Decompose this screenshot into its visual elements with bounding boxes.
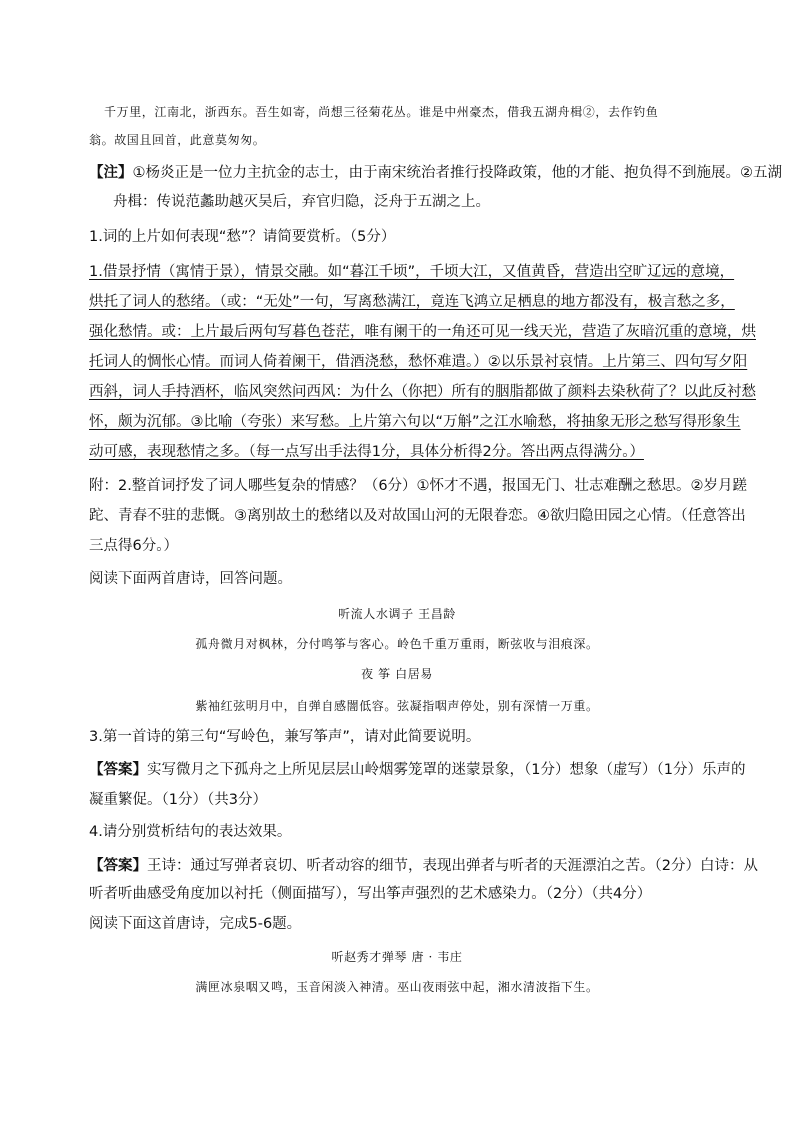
answer-text: 实写微月之下孤舟之上所见层层山岭烟雾笼罩的迷蒙景象，（1分）想象（虚写）（1分）乐声的 xyxy=(147,762,746,778)
poem-text: 紫袖红弦明月中，自弹自感闇低容。弦凝指咽声停处，别有深情一万重。 xyxy=(195,699,599,713)
answer-line: 西斜，词人手持酒杯，临风突然问西风：为什么（你把）所有的胭脂都做了颜料去染秋荷了？以此反衬愁 xyxy=(89,384,756,400)
note-label: 【注】 xyxy=(89,165,133,181)
note-line xyxy=(89,163,782,183)
answer-text: 王诗：通过写弹者哀切、听者动容的细节，表现出弹者与听者的天涯漂泊之苦。（2分）白诗：从 xyxy=(147,858,758,874)
note-text: ①杨炎正是一位力主抗金的志士，由于南宋统治者推行投降政策，他的才能、抱负得不到施展。②五湖 xyxy=(132,165,782,181)
answer-line: 强化愁情。或：上片最后两句写暮色苍茫，唯有阑干的一角还可见一线天光，营造了灰暗沉重的意境，烘 xyxy=(89,324,756,340)
poem-line: 翁。故国且回首，此意莫匆匆。 xyxy=(89,133,266,147)
answer-line: 烘托了词人的愁绪。（或：“无处”一句，写离愁满江，竟连飞鸿立足栖息的地方都没有，极言愁之多， xyxy=(89,294,735,310)
question-2-line: 跎、青春不驻的悲慨。③离别故土的愁绪以及对故国山河的无限眷恋。④欲归隐田园之心情。（任意答出 xyxy=(89,508,746,524)
question-2-line: 三点得6分。） xyxy=(89,538,178,554)
question-4: 4.请分别赏析结句的表达效果。 xyxy=(89,824,292,840)
poem-title: 夜 筝 白居易 xyxy=(361,667,433,681)
answer-line: 听者听曲感受角度加以衬托（侧面描写），写出筝声强烈的艺术感染力。（2分）（共4分） xyxy=(89,886,652,902)
answer-line: 托词人的惆怅心情。而词人倚着阑干，借酒浇愁，愁怀难遣。）②以乐景衬哀情。上片第三、四句写夕阳 xyxy=(89,354,748,370)
question-3: 3.第一首诗的第三句“写岭色，兼写筝声”，请对此简要说明。 xyxy=(89,729,481,745)
note-line: 舟楫：传说范蠡助越灭吴后，弃官归隐，泛舟于五湖之上。 xyxy=(113,194,490,210)
answer-label: 【答案】 xyxy=(89,762,147,778)
poem-line: 千万里，江南北，浙西东。吾生如寄，尚想三径菊花丛。谁是中州豪杰，借我五湖舟楫②，去作钓鱼 xyxy=(104,105,659,119)
answer-line xyxy=(89,856,758,876)
answer-label: 【答案】 xyxy=(89,858,147,874)
answer-line: 怀，颇为沉郁。③比喻（夸张）来写愁。上片第六句以“万斛”之江水喻愁，将抽象无形之愁写得形象生 xyxy=(89,414,741,430)
answer-line: 动可感，表现愁情之多。（每一点写出手法得1分，具体分析得2分。答出两点得满分。） xyxy=(89,444,644,460)
answer-line: 1.借景抒情（寓情于景），情景交融。如“暮江千顷”，千顷大江，又值黄昏，营造出空旷辽远的意境， xyxy=(89,264,735,280)
question-1: 1.词的上片如何表现“愁”？请简要赏析。（5分） xyxy=(89,229,396,245)
poem-title: 听流人水调子 王昌龄 xyxy=(338,607,456,621)
answer-line xyxy=(89,760,746,780)
question-2-line: 附：2.整首词抒发了词人哪些复杂的情感？（6分）①怀才不遇，报国无门、壮志难酬之愁思。②岁月蹉 xyxy=(89,478,748,494)
reading-intro: 阅读下面这首唐诗，完成5-6题。 xyxy=(89,916,302,932)
poem-title: 听赵秀才弹琴 唐 · 韦庄 xyxy=(331,950,463,964)
poem-text: 孤舟微月对枫林，分付鸣筝与客心。岭色千重万重雨，断弦收与泪痕深。 xyxy=(195,637,599,651)
reading-intro: 阅读下面两首唐诗，回答问题。 xyxy=(89,571,292,587)
answer-line: 凝重繁促。（1分）（共3分） xyxy=(89,792,267,808)
poem-text: 满匣冰泉咽又鸣，玉音闲淡入神清。巫山夜雨弦中起，湘水清波指下生。 xyxy=(195,980,599,994)
